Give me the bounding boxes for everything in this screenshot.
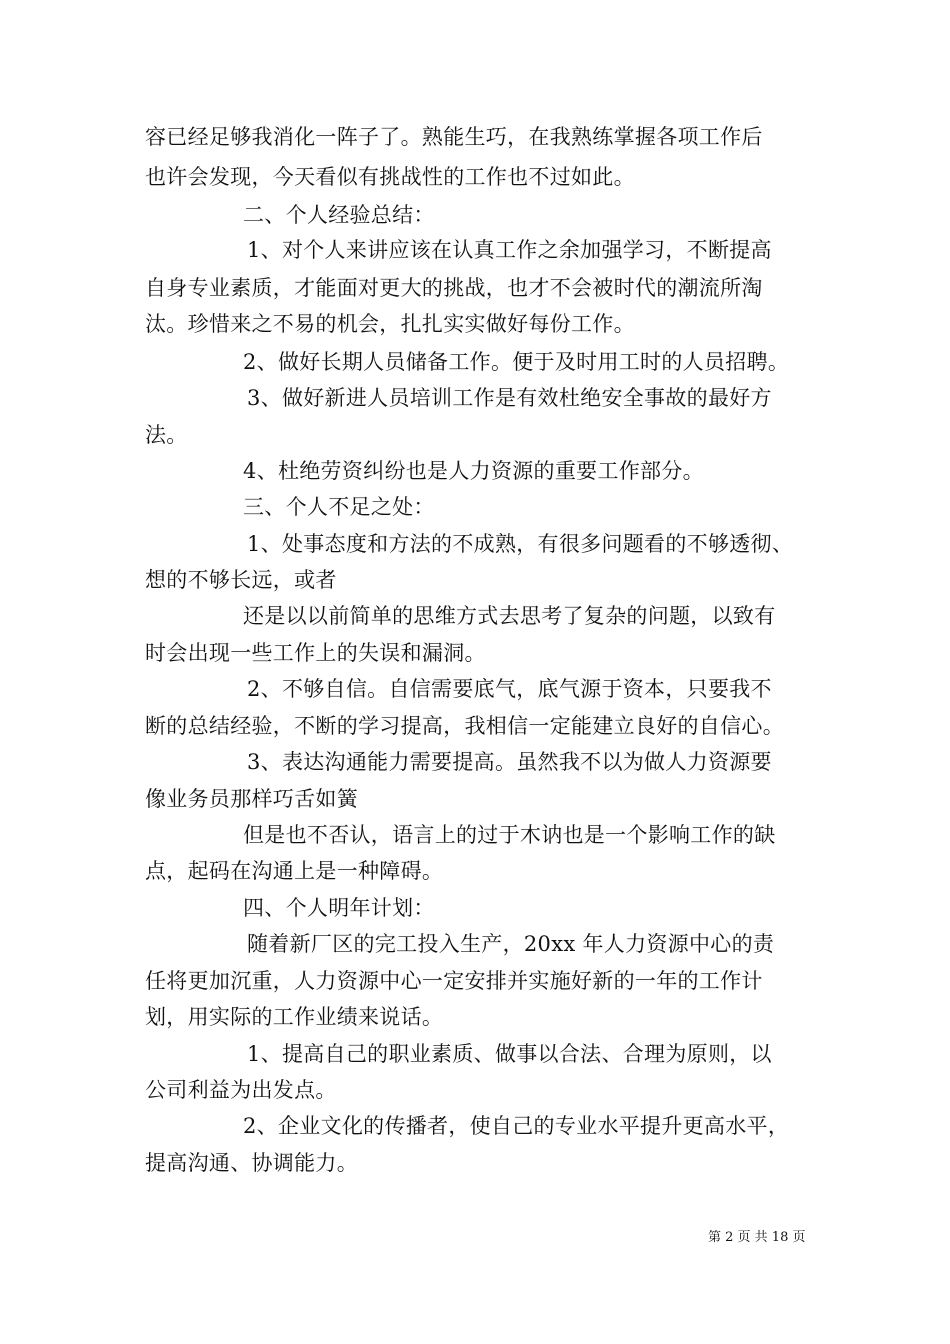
body-text-line: 时会出现一些工作上的失误和漏洞。	[145, 641, 486, 665]
body-text-line: 断的总结经验，不断的学习提高，我相信一定能建立良好的自信心。	[145, 714, 784, 738]
body-text-line: 任将更加沉重，人力资源中心一定安排并实施好新的一年的工作计	[145, 969, 763, 993]
body-text-line: 汰。珍惜来之不易的机会，扎扎实实做好每份工作。	[145, 312, 635, 336]
body-text-line: 提高沟通、协调能力。	[145, 1151, 358, 1175]
page-number-footer: 第 2 页 共 18 页	[708, 1230, 806, 1245]
list-item-text: 3、表达沟通能力需要提高。虽然我不以为做人力资源要	[247, 750, 772, 774]
body-text-line: 自身专业素质，才能面对更大的挑战，也才不会被时代的潮流所淘	[145, 276, 763, 300]
list-item-text: 1、处事态度和方法的不成熟，有很多问题看的不够透彻、	[247, 532, 794, 556]
list-item-text: 4、杜绝劳资纠纷也是人力资源的重要工作部分。	[243, 459, 704, 483]
section-heading: 二、个人经验总结：	[243, 203, 435, 227]
list-item-text: 2、不够自信。自信需要底气，底气源于资本，只要我不	[247, 677, 772, 701]
body-text-line: 点，起码在沟通上是一种障碍。	[145, 859, 444, 883]
list-item-text: 2、企业文化的传播者，使自己的专业水平提升更高水平，	[243, 1114, 790, 1138]
list-item-text: 2、做好长期人员储备工作。便于及时用工时的人员招聘。	[243, 350, 790, 374]
body-text-line: 划，用实际的工作业绩来说话。	[145, 1005, 444, 1029]
list-item-text: 1、对个人来讲应该在认真工作之余加强学习，不断提高	[247, 238, 772, 262]
body-text-line: 像业务员那样巧舌如簧	[145, 787, 358, 811]
body-text-line: 还是以以前简单的思维方式去思考了复杂的问题，以致有	[243, 604, 776, 628]
body-text-line: 但是也不否认，语言上的过于木讷也是一个影响工作的缺	[243, 823, 776, 847]
body-text-line: 也许会发现，今天看似有挑战性的工作也不过如此。	[145, 165, 635, 189]
list-item-text: 3、做好新进人员培训工作是有效杜绝安全事故的最好方	[247, 386, 772, 410]
body-text-line: 容已经足够我消化一阵子了。熟能生巧，在我熟练掌握各项工作后	[145, 125, 763, 149]
section-heading: 四、个人明年计划：	[243, 896, 435, 920]
list-item-text: 1、提高自己的职业素质、做事以合法、合理为原则，以	[247, 1042, 772, 1066]
body-text-line: 公司利益为出发点。	[145, 1078, 337, 1102]
body-text-line: 随着新厂区的完工投入生产，20xx 年人力资源中心的责	[247, 932, 775, 956]
body-text-line: 法。	[145, 423, 188, 447]
body-text-line: 想的不够长远，或者	[145, 568, 337, 592]
section-heading: 三、个人不足之处：	[243, 495, 435, 519]
